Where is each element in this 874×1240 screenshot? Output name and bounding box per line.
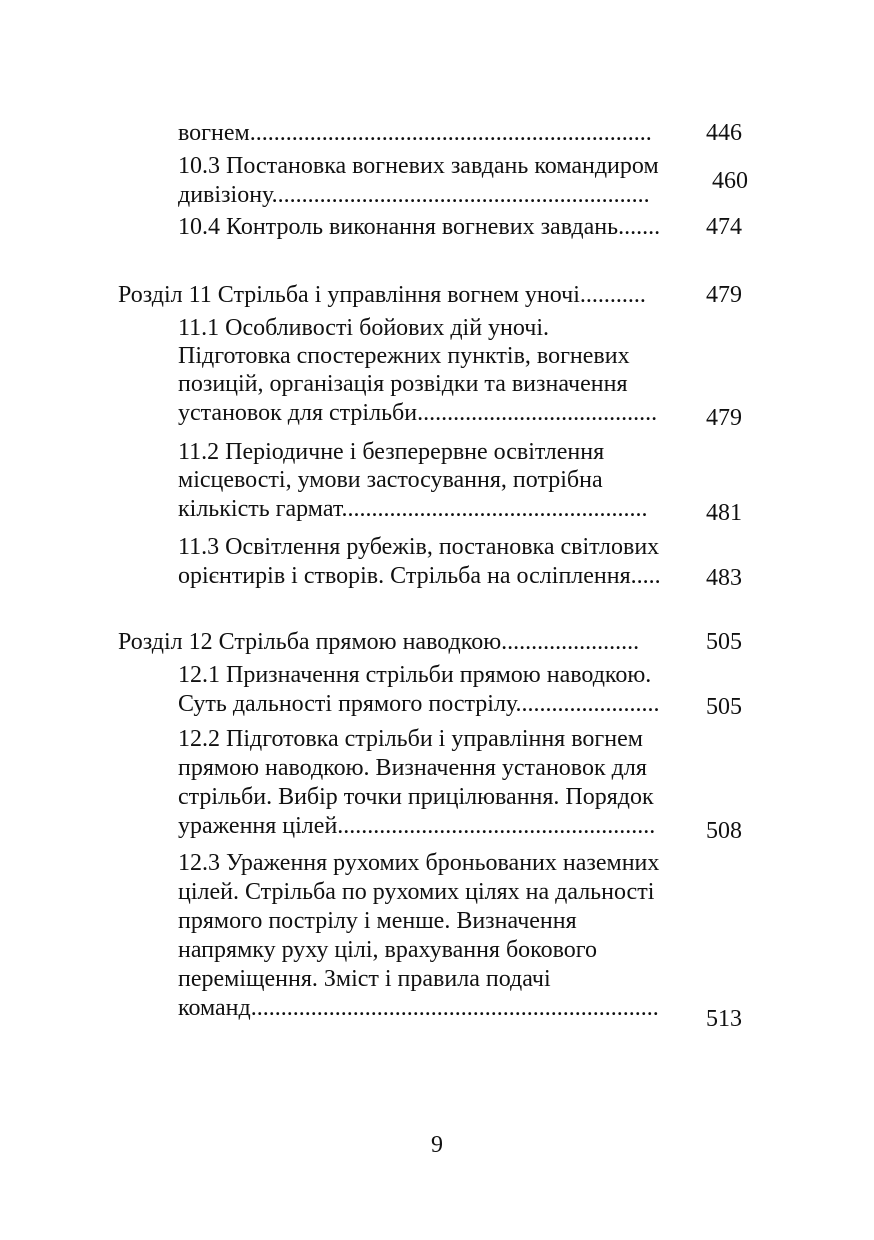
toc-entry-text: 11.1 Особливості бойових дій уночі.: [178, 315, 550, 341]
toc-entry-text: 10.4 Контроль виконання вогневих завдань.......: [178, 214, 661, 240]
toc-entry-text: орієнтирів і створів. Стрільба на осліплення.....: [178, 563, 661, 589]
toc-entry-text: кількість гармат...................................................: [178, 496, 648, 522]
toc-entry-text: установок для стрільби........................................: [178, 400, 658, 426]
toc-entry-text: місцевості, умови застосування, потрібна: [178, 467, 603, 493]
toc-entry-text: напрямку руху цілі, врахування бокового: [178, 937, 598, 963]
toc-page-number: 479: [706, 405, 742, 431]
toc-entry-text: прямого пострілу і менше. Визначення: [178, 908, 577, 934]
toc-entry-text: 11.3 Освітлення рубежів, постановка світлових: [178, 534, 660, 560]
toc-entry-text: 11.2 Періодичне і безперервне освітлення: [178, 439, 605, 465]
toc-entry-text: 12.2 Підготовка стрільби і управління вогнем: [178, 726, 643, 752]
toc-page-number: 505: [706, 694, 742, 720]
toc-page-number: 460: [712, 168, 748, 194]
toc-entry-text: 12.3 Ураження рухомих броньованих наземних: [178, 850, 660, 876]
page-number: 9: [431, 1132, 443, 1158]
toc-entry-text: Суть дальності прямого пострілу........................: [178, 691, 660, 717]
toc-entry-text: Підготовка спостережних пунктів, вогневих: [178, 343, 630, 369]
toc-entry-text: команд....................................................................: [178, 995, 659, 1021]
toc-page-number: 479: [706, 282, 742, 308]
toc-entry-text: стрільби. Вибір точки прицілювання. Порядок: [178, 784, 654, 810]
toc-section-title: Розділ 12 Стрільба прямою наводкою.......................: [118, 629, 640, 655]
toc-page-number: 505: [706, 629, 742, 655]
toc-entry-text: дивізіону...............................................................: [178, 182, 650, 208]
toc-page-number: 513: [706, 1006, 742, 1032]
toc-page-number: 446: [706, 120, 742, 146]
toc-entry-text: 10.3 Постановка вогневих завдань командиром: [178, 153, 659, 179]
toc-entry-text: 12.1 Призначення стрільби прямою наводкою.: [178, 662, 652, 688]
toc-entry-text: цілей. Стрільба по рухомих цілях на дальності: [178, 879, 655, 905]
toc-entry-text: прямою наводкою. Визначення установок для: [178, 755, 647, 781]
toc-entry-text: переміщення. Зміст і правила подачі: [178, 966, 551, 992]
toc-page-number: 508: [706, 818, 742, 844]
toc-page-number: 474: [706, 214, 742, 240]
toc-page-number: 483: [706, 565, 742, 591]
toc-page-number: 481: [706, 500, 742, 526]
toc-entry-text: вогнем...................................................................: [178, 120, 652, 146]
toc-entry-text: позицій, організація розвідки та визначення: [178, 371, 628, 397]
toc-section-title: Розділ 11 Стрільба і управління вогнем уночі...........: [118, 282, 646, 308]
toc-entry-text: ураження цілей.....................................................: [178, 813, 656, 839]
